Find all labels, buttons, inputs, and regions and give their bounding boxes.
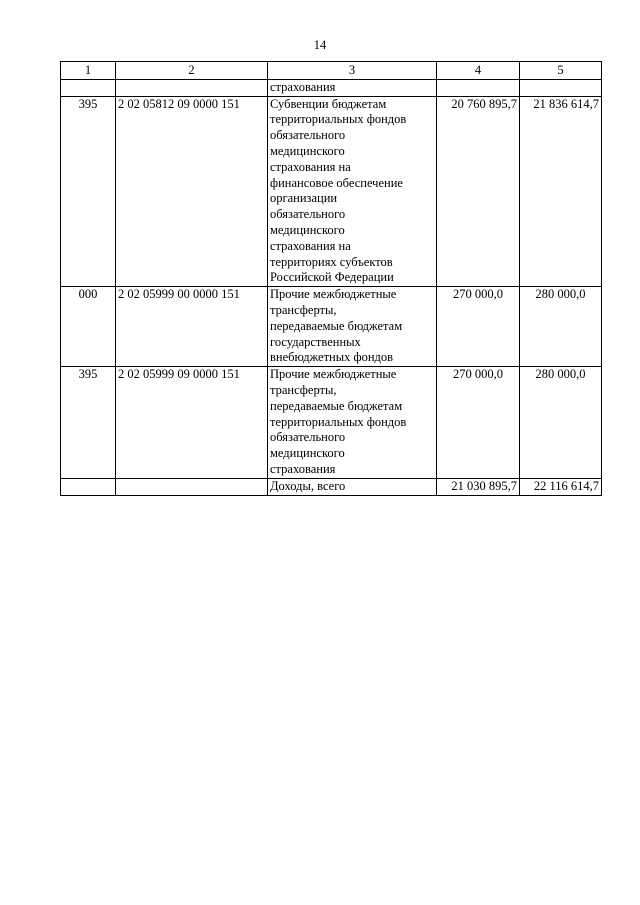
income-name-line: территориальных фондов [270, 414, 407, 429]
amount-year-2-cell: 22 116 614,7 [520, 478, 602, 495]
budget-code-cell [116, 478, 268, 495]
income-name-line: Доходы, всего [270, 478, 346, 493]
income-name-line: передаваемые бюджетам [270, 398, 403, 413]
table-header [61, 62, 602, 80]
income-name-cell [268, 96, 437, 287]
amount-year-1-cell [437, 79, 520, 96]
income-name-line: страхования на [270, 238, 351, 253]
table-row [61, 79, 602, 96]
income-name-cell [268, 367, 437, 479]
income-name-line: обязательного [270, 128, 346, 143]
amount-year-1-cell: 21 030 895,7 [437, 478, 520, 495]
amount-year-2-cell [520, 79, 602, 96]
income-name-line: обязательного [270, 430, 346, 445]
income-name-cell [268, 478, 437, 495]
income-name-line: территориях субъектов [270, 254, 393, 269]
table-row [61, 287, 602, 367]
income-name-line: Субвенции бюджетам [270, 96, 387, 111]
admin-code-cell: 395 [61, 367, 116, 479]
page-number: 14 [313, 38, 327, 52]
admin-code-cell: 000 [61, 287, 116, 367]
income-name-line: медицинского [270, 143, 345, 158]
amount-year-2-cell: 280 000,0 [520, 367, 602, 479]
budget-code-cell: 2 02 05999 00 0000 151 [116, 287, 268, 367]
income-name-line: Прочие межбюджетные [270, 367, 397, 382]
header-col-2: 2 [116, 62, 268, 80]
income-name-line: страхования на [270, 159, 351, 174]
income-name-line: государственных [270, 334, 361, 349]
income-name-line: финансовое обеспечение [270, 175, 403, 190]
income-name-line: внебюджетных фондов [270, 350, 394, 365]
income-name-line: организации [270, 191, 338, 206]
income-name-line: территориальных фондов [270, 112, 407, 127]
amount-year-1-cell: 270 000,0 [437, 367, 520, 479]
income-name-line: страхования [270, 461, 336, 476]
admin-code-cell [61, 478, 116, 495]
budget-code-cell: 2 02 05812 09 0000 151 [116, 96, 268, 287]
header-col-1: 1 [61, 62, 116, 80]
income-name-line: Российской Федерации [270, 270, 394, 285]
table-row [61, 367, 602, 479]
header-col-4: 4 [437, 62, 520, 80]
revenue-table [60, 61, 602, 496]
amount-year-2-cell: 280 000,0 [520, 287, 602, 367]
admin-code-cell [61, 79, 116, 96]
income-name-line: страхования [270, 79, 336, 94]
admin-code-cell: 395 [61, 96, 116, 287]
income-name-line: медицинского [270, 222, 345, 237]
budget-code-cell [116, 79, 268, 96]
amount-year-2-cell: 21 836 614,7 [520, 96, 602, 287]
income-name-cell [268, 287, 437, 367]
income-name-line: трансферты, [270, 382, 337, 397]
income-name-cell [268, 79, 437, 96]
table-body [61, 79, 602, 495]
income-name-line: передаваемые бюджетам [270, 318, 403, 333]
income-name-line: трансферты, [270, 302, 337, 317]
table-row [61, 478, 602, 495]
budget-code-cell: 2 02 05999 09 0000 151 [116, 367, 268, 479]
income-name-line: Прочие межбюджетные [270, 287, 397, 302]
header-col-3: 3 [268, 62, 437, 80]
header-row [61, 62, 602, 80]
income-name-line: медицинского [270, 446, 345, 461]
income-name-line: обязательного [270, 207, 346, 222]
header-col-5: 5 [520, 62, 602, 80]
amount-year-1-cell: 20 760 895,7 [437, 96, 520, 287]
amount-year-1-cell: 270 000,0 [437, 287, 520, 367]
table-row [61, 96, 602, 287]
